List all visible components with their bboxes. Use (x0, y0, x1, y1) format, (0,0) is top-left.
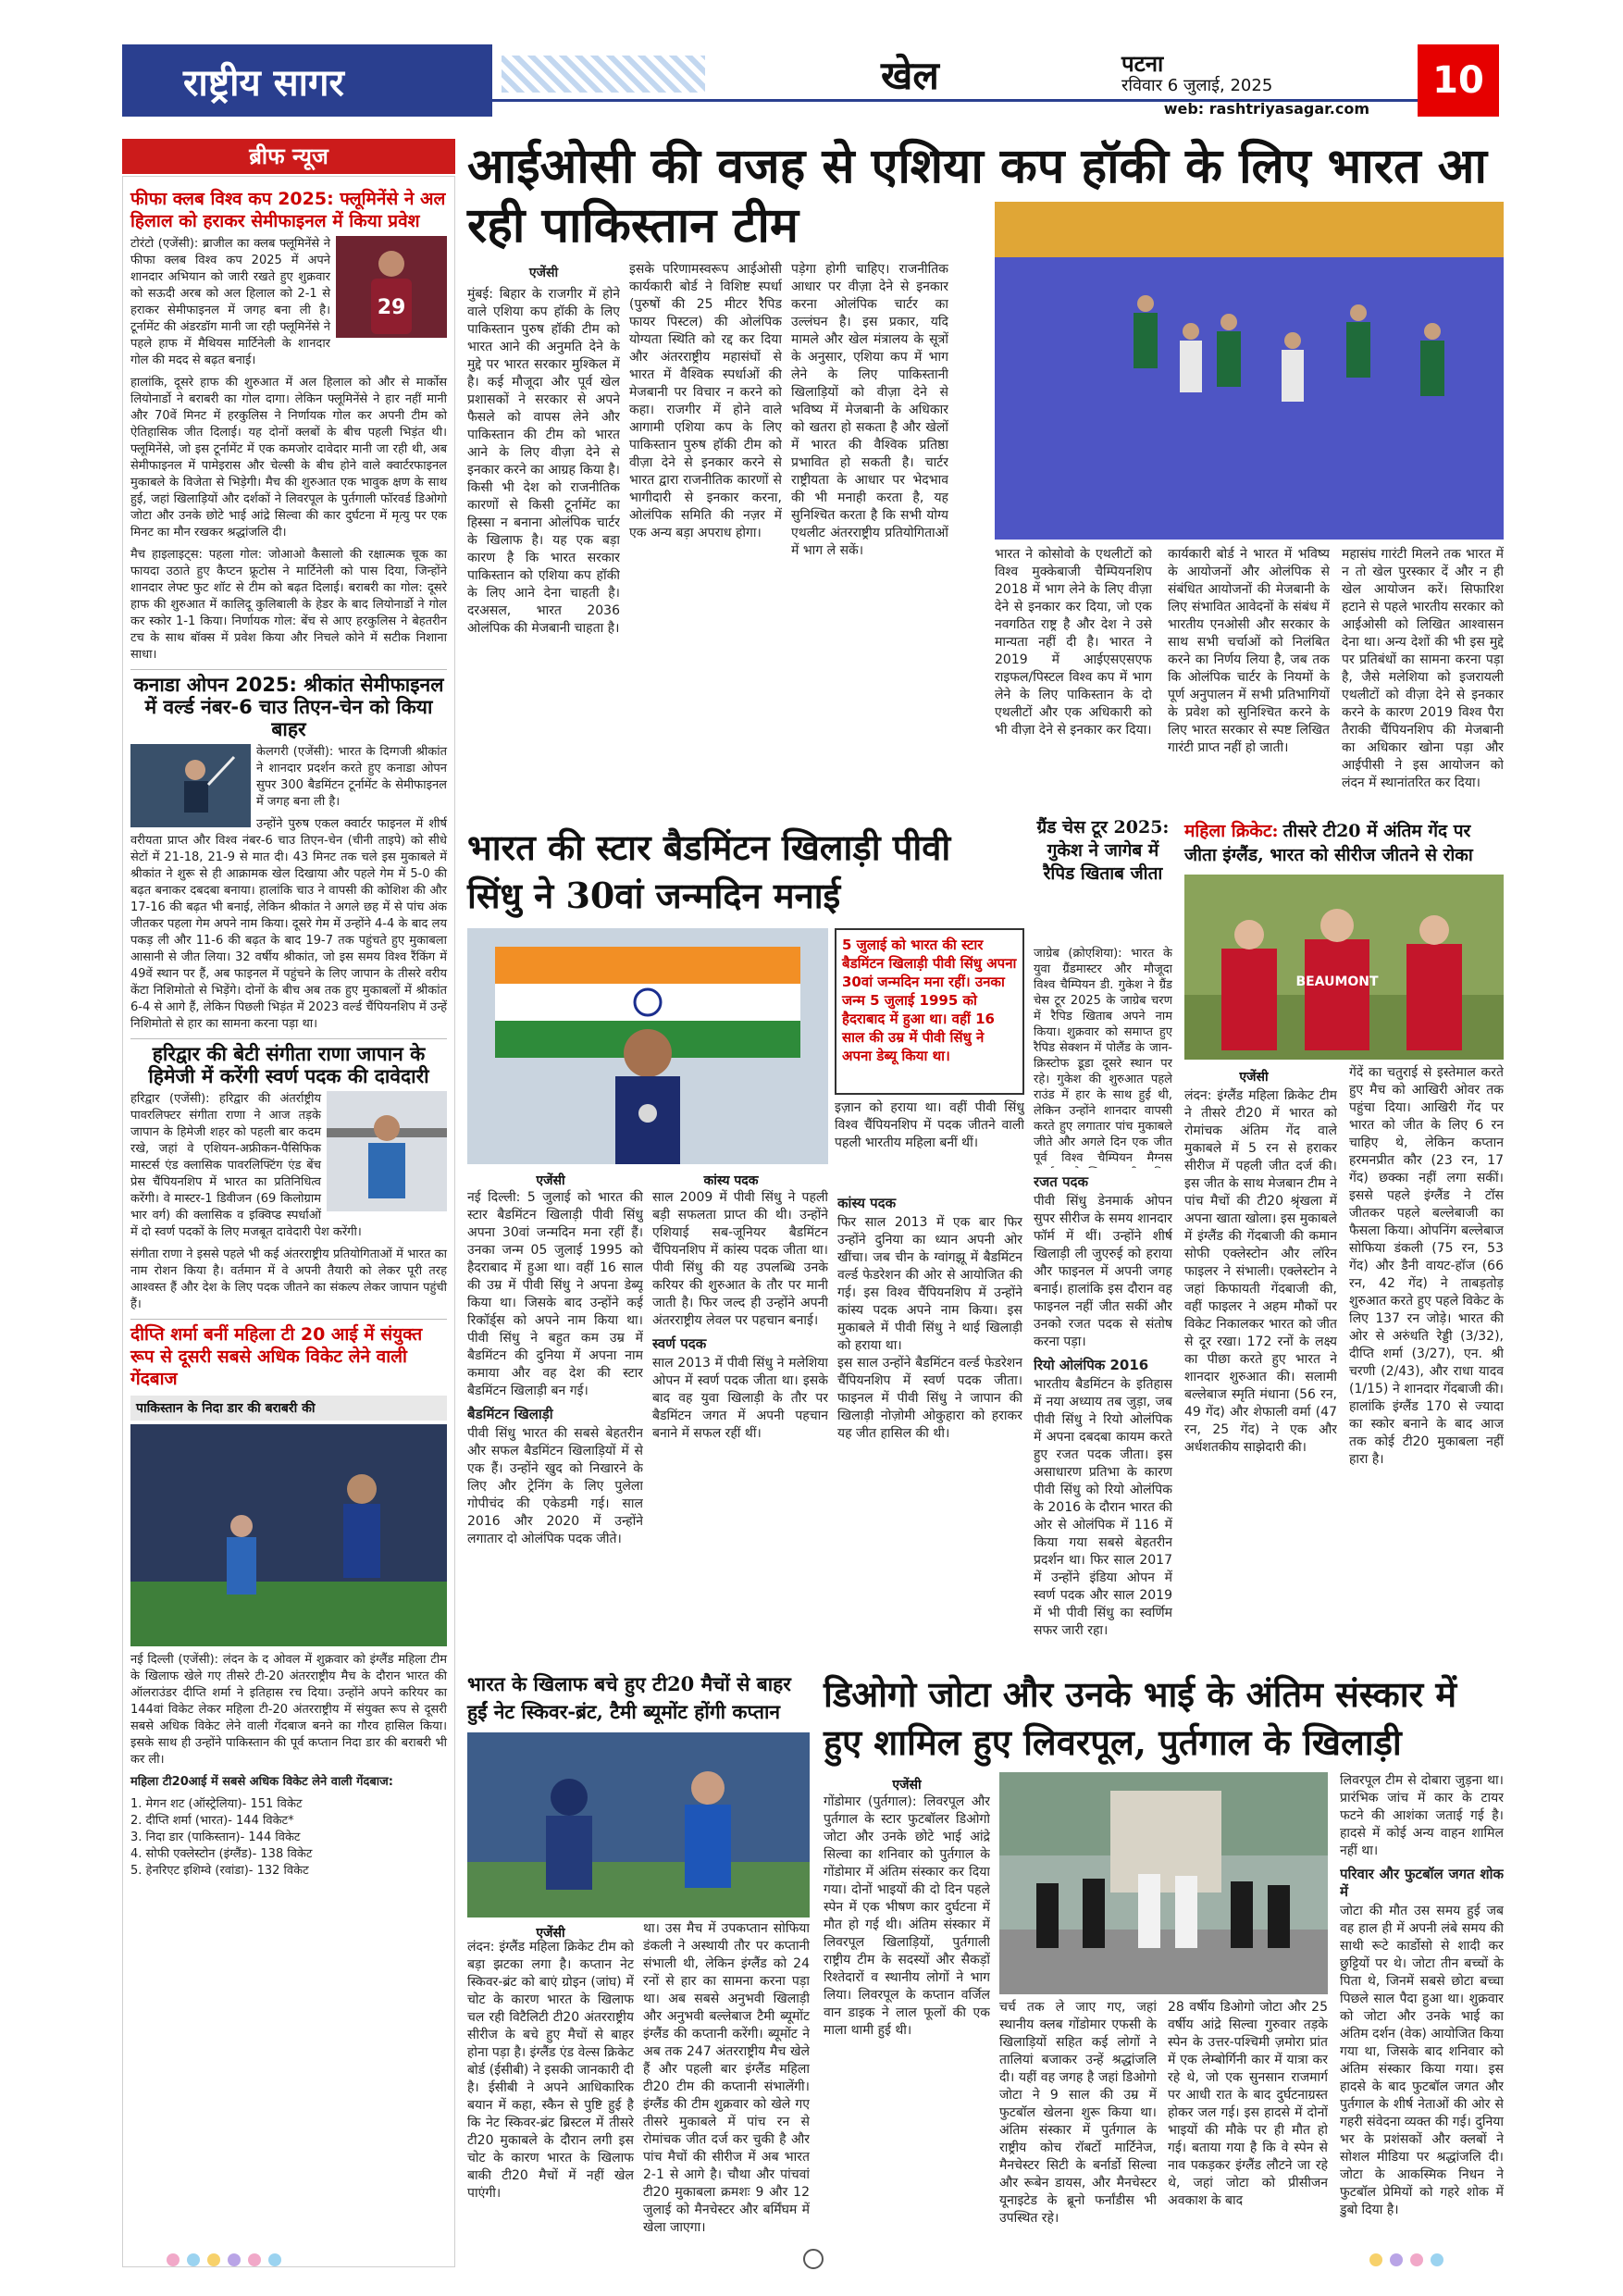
section-banner (492, 44, 1418, 102)
womens-cricket-col2: गेंदें का चतुराई से इस्तेमाल करते हुए मैच को आखिरी ओवर तक पहुंचा दिया। आखिरी गेंद पर भारत को जीत के लिए 6 रन चाहिए थे, लेकिन कप्तान हरमनप्रीत कौर (23 रन, 17 गेंद) छक्का नहीं लगा सकीं। इससे पहले इंग्लैंड ने टॉस जीतकर पहले बल्लेबाजी का फैसला किया। ओपनिंग बल्लेबाज सोफिया डंकली (75 रन, 53 गेंद) और डैनी वायट-हॉज (66 रन, 42 गेंद) ने ताबड़तोड़ शुरुआत करते हुए पहले विकेट के लिए 137 रन जोड़े। भारत की ओर से अरुंधति रेड्डी (3/32), दीप्ति शर्मा (3/27), एन. श्री चरणी (2/43), और राधा यादव (1/15) ने शानदार गेंदबाजी की। हालांकि इंग्लैंड 170 से ज्यादा का स्कोर बनाने के बाद आज तक कोई टी20 मुकाबला नहीं हारा है। (1349, 1065, 1504, 1467)
england-celebration-photo (1184, 875, 1504, 1060)
nat-sciver-brunt-photo (467, 1732, 810, 1917)
registration-mark-icon (803, 2249, 824, 2269)
wicket-list (130, 1796, 447, 1880)
womens-cricket-headline-text: तीसरे टी20 में अंतिम गेंद पर जीता इंग्लैंड, भारत को सीरीज जीतने से रोका (1184, 821, 1473, 865)
decorative-dot-icon (1369, 2253, 1382, 2266)
wicket-list-title: महिला टी20आई में सबसे अधिक विकेट लेने वाली गेंदबाज: (130, 1775, 393, 1789)
srikanth-photo (130, 744, 251, 827)
brief-story4-band: पाकिस्तान के निदा डार की बराबरी की (130, 1396, 447, 1421)
brief-story3-body2: संगीता राणा ने इससे पहले भी कई अंतरराष्ट्रीय प्रतियोगिताओं में भारत का नाम रोशन किया है। वर्तमान में वे अपनी तैयारी को लेकर पूरी तरह आश्वस्त हैं और देश के लिए पदक जीतने का संकल्प लेकर जापान पहुंची हैं। (130, 1247, 447, 1311)
brief-story1-headline: फीफा क्लब विश्व कप 2025: फ्लूमिनेंसे ने अल हिलाल को हराकर सेमीफाइनल में किया प्रवेश (130, 189, 446, 231)
page-number: 10 (1418, 44, 1499, 117)
decorative-dot-icon (167, 2253, 180, 2266)
womens-cricket-headline-label: महिला क्रिकेट: (1184, 821, 1279, 841)
decorative-dot-icon (228, 2253, 241, 2266)
wicket-list-item: 1. मेगन शट (ऑस्ट्रेलिया)- 151 विकेट (130, 1797, 303, 1811)
brief-story3-headline: हरिद्वार की बेटी संगीता राणा जापान के हिमेजी में करेंगी स्वर्ण पदक की दावेदारी (130, 1038, 447, 1087)
brief-story1-body2: हालांकि, दूसरे हाफ की शुरुआत में अल हिलाल को और से मार्कोस लियोनार्डो ने बराबरी का गोल दागा। लेकिन फ्लूमिनेंसे ने हार नहीं मानी और 70वें मिनट में हरकुलिस ने निर्णायक गोल कर अपनी टीम को ऐतिहासिक जीत दिलाई। यह दोनों क्लबों के बीच पहली भिड़ंत थी। फ्लूमिनेंसे, जो इस टूर्नामेंट में एक कमजोर दावेदार मानी जा रही थी, अब सेमीफाइनल में पामेइरास और चेल्सी के बीच होने वाले क्वार्टरफाइनल मुकाबले के विजेता से भिड़ेगी। मैच की शुरुआत एक भावुक क्षण के साथ हुई, जहां खिलाड़ियों और दर्शकों ने लिवरपूल के पुर्तगाली फॉरवर्ड डिओगो जोटा और उनके छोटे भाई आंद्रे सिल्वा की कार दुर्घटना में मृत्यु पर एक मिनट का मौन रखकर श्रद्धांजलि दी। (130, 376, 447, 540)
sindhu-highlight-text: 5 जुलाई को भारत की स्टार बैडमिंटन खिलाड़ी पीवी सिंधु अपना 30वां जन्मदिन मना रहीं। उनका जन्म 5 जुलाई 1995 को हैदराबाद में हुआ था। वहीं 16 साल की उम्र में पीवी सिंधु ने अपना डेब्यू किया था। (842, 937, 1017, 1064)
sindhu-rajat-text: पीवी सिंधु डेनमार्क ओपन सुपर सीरीज के समय शानदार फॉर्म में थीं। उन्होंने शीर्ष खिलाड़ी ली जुएरुई को हराया और फाइनल में अपनी जगह बनाई। हालांकि इस दौरान वह फाइनल नहीं जीत सकीं और उनको रजत पदक से संतोष करना पड़ा। (1034, 1194, 1172, 1349)
sindhu-rio-subhead: रियो ओलंपिक 2016 (1034, 1357, 1149, 1373)
fluminense-player-photo (336, 236, 447, 338)
lead-col5: कार्यकारी बोर्ड ने भारत में भविष्य के आयोजनों और ओलंपिक से संबंधित आयोजनों की मेजबानी के लिए संभावित आवेदनों के संबंध में भारतीय एनओसी और सरकार के साथ सभी चर्चाओं को निलंबित करने का निर्णय लिया है, जब तक कि ओलंपिक चार्टर के नियमों के पूर्ण अनुपालन में सभी प्रतिभागियों के प्रवेश को सुनिश्चित करने के लिए भारत सरकार से स्पष्ट लिखित गारंटी प्राप्त नहीं हो जाती। (1168, 547, 1330, 755)
lead-col1-text: मुंबई: बिहार के राजगीर में होने वाले एशिया कप हॉकी के लिए पाकिस्तान पुरुष हॉकी टीम को भारत आने की अनुमति देने के मुद्दे पर भारत सरकार मुश्किल में है। कई मौजूदा और पूर्व खेल प्रशासकों ने सरकार से अपने फैसले को वापस लेने और पाकिस्तान की टीम को भारत आने के लिए वीज़ा देने से इनकार करने का आग्रह किया है। किसी भी देश को राजनीतिक कारणों से किसी टूर्नामेंट का हिस्सा न बनाना ओलंपिक चार्टर के खिलाफ है। यह एक बड़ा कारण है कि भारत सरकार पाकिस्तान को एशिया कप हॉकी के लिए आने देना चाहती है। दरअसल, भारत 2036 ओलंपिक की मेजबानी चाहता है। (467, 287, 620, 636)
decorative-dot-icon (268, 2253, 281, 2266)
website-link[interactable]: web: rashtriyasagar.com (1163, 100, 1369, 118)
city-label: पटना (1121, 51, 1164, 77)
lead-agency: एजेंसी (528, 266, 559, 280)
sindhu-swarn-subhead: स्वर्ण पदक (652, 1335, 707, 1352)
jota-col4-text: लिवरपूल टीम से दोबारा जुड़ना था। प्रारंभिक जांच में कार के टायर फटने की आशंका जताई गई है। हादसे में कोई अन्य वाहन शामिल नहीं था। (1340, 1773, 1504, 1858)
wicket-list-item: 4. सोफी एक्लेस्टोन (इंग्लैंड)- 138 विकेट (130, 1847, 313, 1861)
brief-news-label: ब्रीफ न्यूज (122, 139, 455, 174)
sindhu-col-a2-text: पीवी सिंधु भारत की सबसे बेहतरीन और सफल बैडमिंटन खिलाड़ियों में से एक हैं। उन्होंने खुद को निखारने के लिए और ट्रेनिंग के लिए पुलेला गोपीचंद की एकेडमी गई। साल 2016 और 2020 में उन्होंने लगातार दो ओलंपिक पदक जीते। (467, 1426, 643, 1546)
lead-headline: आईओसी की वजह से एशिया कप हॉकी के लिए भारत आ रही पाकिस्तान टीम (467, 138, 1487, 254)
sindhu-rajat-subhead: रजत पदक (1034, 1173, 1089, 1190)
lead-col3: पड़ेगा होगी चाहिए। राजनीतिक आधार पर वीज़ा देने से इनकार करना ओलंपिक चार्टर का उल्लंघन है। इस प्रकार, यदि मामले और खेल मंत्रालय के सूत्रों के अनुसार, एशिया कप में भाग लेने के लिए पाकिस्तानी खिलाड़ियों को वीज़ा देने से भविष्य में मेजबानी के अधिकार को खतरा हो सकता है और खेलों में भारत की वैश्विक प्रतिष्ठा प्रभावित हो सकती है। चार्टर राष्ट्रीयता के आधार पर भेदभाव की भी मनाही करता है, यह सुनिश्चित करता है कि सभी योग्य एथलीट अंतरराष्ट्रीय प्रतियोगिताओं में भाग ले सकें। (791, 262, 948, 558)
lead-col2: इसके परिणामस्वरूप आईओसी कार्यकारी बोर्ड ने विशिष्ट स्पर्धा (पुरुषों की 25 मीटर रैपिड फायर पिस्टल) की ओलंपिक योग्यता स्थिति को रद्द कर दिया और अंतरराष्ट्रीय महासंघों से भारत में वैश्विक स्पर्धाओं की मेजबानी पर विचार न करने को कहा। राजगीर में होने वाले आगामी एशिया कप के लिए पाकिस्तान पुरुष हॉकी टीम को वीज़ा देने से इनकार करने से भारत द्वारा राजनीतिक कारणों से भागीदारी से इनकार करना, ओलंपिक समिति की नज़र में एक अन्य बड़ा अपराध होगा। (629, 262, 782, 540)
section-title: खेल (881, 53, 939, 98)
sindhu-col-b (652, 1189, 828, 1661)
deepti-sharma-photo (130, 1424, 447, 1646)
womens-cricket-col1: लंदन: इंग्लैंड महिला क्रिकेट टीम ने तीसरे टी20 में भारत को रोमांचक अंतिम गेंद वाले मुकाबले में 5 रन से हराकर सीरीज में पहली जीत दर्ज की। इस जीत के साथ मेजबान टीम ने पांच मैचों की टी20 श्रृंखला में अपना खाता खोला। इस मुकाबले में इंग्लैंड की गेंदबाजी की कमान सोफी एक्लेस्टोन और लॉरेन फाइलर ने संभाली। एक्लेस्टोन ने जहां किफायती गेंदबाजी की, वहीं फाइलर ने अहम मौकों पर विकेट निकालकर भारत को जीत से दूर रखा। 172 रनों के लक्ष्य का पीछा करते हुए भारत ने शानदार शुरुआत की। सलामी बल्लेबाज स्मृति मंधाना (56 रन, 49 गेंद) और शेफाली वर्मा (47 रन, 25 गेंद) ने एक और अर्धशतकीय साझेदारी की। (1184, 1088, 1337, 1455)
beaumont-jersey-text: BEAUMONT (1295, 974, 1379, 989)
jota-col1: गोंडोमार (पुर्तगाल): लिवरपूल और पुर्तगाल के स्टार फुटबॉलर डिओगो जोटा और उनके छोटे भाई आंद्रे सिल्वा का शनिवार को पुर्तगाल के गोंडोमार में अंतिम संस्कार कर दिया गया। दोनों भाइयों की दो दिन पहले स्पेन में एक भीषण कार दुर्घटना में मौत हो गई थी। अंतिम संस्कार में लिवरपूल खिलाड़ियों, पुर्तगाली राष्ट्रीय टीम के सदस्यों और सैकड़ों रिश्तेदारों व स्थानीय लोगों ने भाग लिया। लिवरपूल के कप्तान वर्जिल वान डाइक ने लाल फूलों की एक माला थामी हुई थी। (824, 1794, 990, 2038)
paper-name: राष्ट्रीय सागर (183, 61, 344, 105)
womens-cricket-headline (1184, 819, 1504, 867)
decorative-dot-icon (1390, 2253, 1403, 2266)
sindhu-col-b3-text: फिर साल 2013 में एक बार फिर उन्होंने दुनिया का ध्यान अपनी ओर खींचा। जब चीन के ग्वांगझू में बैडमिंटन वर्ल्ड फेडरेशन की ओर से आयोजित की गई। इस विश्व चैंपियनशिप में उन्होंने कांस्य पदक अपने नाम किया। इस मुकाबले में पीवी सिंधु ने थाई खिलाड़ी को हराया था। (837, 1215, 1022, 1353)
sindhu-col-a (467, 1189, 643, 1661)
decorative-dot-icon (187, 2253, 200, 2266)
funeral-procession-photo (999, 1772, 1328, 1994)
decorative-pattern-icon (502, 56, 705, 93)
sindhu-photo (467, 928, 828, 1164)
jota-subhead: परिवार और फुटबॉल जगत शोक में (1340, 1866, 1504, 1900)
sindhu-rio-text: भारतीय बैडमिंटन के इतिहास में नया अध्याय तब जुड़ा, जब पीवी सिंधु ने रियो ओलंपिक में अपना दबदबा कायम करते हुए रजत पदक जीता। इस असाधारण प्रतिभा के कारण पीवी सिंधु को रियो ओलंपिक के 2016 के दौरान भारत की ओर से ओलंपिक में 116 में किया गया सबसे बेहतरीन प्रदर्शन था। फिर साल 2017 में उन्होंने इंडिया ओपन में स्वर्ण पदक और साल 2019 में भी पीवी सिंधु का स्वर्णिम सफर जारी रहा। (1034, 1377, 1172, 1638)
sindhu-col-d (1034, 1168, 1172, 1663)
chess-headline: ग्रैंड चेस टूर 2025: गुकेश ने जागेब में रैपिड खिताब जीता (1036, 817, 1170, 884)
sindhu-agency: एजेंसी (536, 1173, 565, 1188)
decorative-dot-icon (1431, 2253, 1443, 2266)
england-t20-col2: था। उस मैच में उपकप्तान सोफिया डंकली ने अस्थायी तौर पर कप्तानी संभाली थी, लेकिन इंग्लैंड को 24 रनों से हार का सामना करना पड़ा था। अब सबसे अनुभवी खिलाड़ी और अनुभवी बल्लेबाज टैमी ब्यूमोंट इंग्लैंड की कप्तानी करेंगी। ब्यूमोंट ने अब तक 247 अंतरराष्ट्रीय मैच खेले हैं और पहली बार इंग्लैंड महिला टी20 टीम की कप्तानी संभालेंगी। इंग्लैंड की टीम शुक्रवार को खेले गए तीसरे मुकाबले में पांच रन से रोमांचक जीत दर्ज कर चुकी है और पांच मैचों की सीरीज में अब भारत 2-1 से आगे है। चौथा और पांचवां टी20 मुकाबला क्रमशः 9 और 12 जुलाई को मैनचेस्टर और बर्मिंघम में खेला जाएगा। (643, 1921, 810, 2235)
brief-story1-body3: मैच हाइलाइट्स: पहला गोल: जोआओ कैसालो की रक्षात्मक चूक का फायदा उठाते हुए कैप्टन फ्रूटोस ने मार्टिनेली को पास दिया, जिन्होंने शानदार लेफ्ट फुट शॉट से टीम को बढ़त दिलाई। बराबरी का गोल: दूसरे हाफ की शुरुआत में कालिदू कुलिबाली के हेडर के बाद लियोनार्डो ने गोल कर स्कोर 1-1 किया। निर्णायक गोल: बेंच से आए हरकुलिस ने बेहतरीन टच के साथ बॉक्स में प्रवेश किया और निचले कोने में सटीक निशाना साधा। (130, 548, 447, 662)
lead-col6: महासंघ गारंटी मिलने तक भारत में न तो खेल पुरस्कार दें और न ही खेल आयोजन करें। सिफारिश हटाने से पहले भारतीय सरकार को आईओसी को लिखित आश्वासन देना था। अन्य देशों की भी इस मुद्दे पर प्रतिबंधों का सामना करना पड़ा है, जैसे मलेशिया को इजरायली एथलीटों को वीज़ा देने से इनकार करने के कारण 2019 विश्व पैरा तैराकी चैंपियनशिप की मेजबानी का अधिकार खोना पड़ा और आईपीसी ने इस आयोजन को लंदन में स्थानांतरित कर दिया। (1342, 547, 1504, 790)
decorative-dot-icon (1410, 2253, 1423, 2266)
jota-col4 (1340, 1772, 1504, 2244)
sindhu-kansya-caption: कांस्य पदक (703, 1173, 759, 1188)
england-t20-col1: लंदन: इंग्लैंड महिला क्रिकेट टीम को बड़ा झटका लगा है। कप्तान नेट स्किवर-ब्रंट को बाएं ग्रोइन (जांघ) में चोट के कारण भारत के खिलाफ चल रही विटैलिटी टी20 अंतरराष्ट्रीय सीरीज के बचे हुए मैचों से बाहर होना पड़ा है। इंग्लैंड एंड वेल्स क्रिकेट बोर्ड (ईसीबी) ने इसकी जानकारी दी है। ईसीबी ने अपने आधिकारिक बयान में कहा, स्कैन से पुष्टि हुई है कि नेट स्किवर-ब्रंट ब्रिस्टल में तीसरे टी20 मुकाबले के दौरान लगी इस चोट के कारण भारत के खिलाफ बाकी टी20 मैचों में नहीं खेल पाएंगी। (467, 1940, 634, 2201)
lead-col1 (467, 261, 620, 807)
sindhu-col-c (837, 1189, 1022, 1661)
brief-news-column (122, 176, 455, 2267)
brief-story1-body1: टोरंटो (एजेंसी): ब्राजील का क्लब फ्लूमिनेंसे ने फीफा क्लब विश्व कप 2025 में अपने शानदार अभियान को जारी रखते हुए शुक्रवार को सऊदी अरब को अल हिलाल को 2-1 से हराकर सेमीफाइनल में जगह बना ली है। टूर्नामेंट की अंडरडॉग मानी जा रही फ्लूमिनेंसे ने पहले हाफ में मैथियस मार्टिनेली के शानदार गोल की मदद से बढ़त बनाई। (130, 237, 330, 367)
brief-story2-headline: कनाडा ओपन 2025: श्रीकांत सेमीफाइनल में वर्ल्ड नंबर-6 चाउ तिएन-चेन को किया बाहर (130, 669, 447, 740)
brief-story3-body1: हरिद्वार (एजेंसी): हरिद्वार की अंतर्राष्ट्रीय पावरलिफ्टर संगीता राणा ने आज तड़के जापान के हिमेजी शहर को पहली बार कदम रखे, जहां वे एशियन-अफ्रीकन-पैसिफिक मास्टर्स एंड क्लासिक पावरलिफ्टिंग एंड बेंच प्रेस चैंपियनशिप में भारत का प्रतिनिधित्व करेंगी। वे मास्टर-1 डिवीजन (69 किलोग्राम भार वर्ग) की क्लासिक व इक्विप्ड स्पर्धाओं में दो स्वर्ण पदकों के लिए मजबूत दावेदारी पेश करेंगी। (130, 1092, 362, 1239)
jota-col2: चर्च तक ले जाए गए, जहां स्थानीय क्लब गोंडोमार एफसी के खिलाड़ियों सहित कई लोगों ने तालियां बजाकर उन्हें श्रद्धांजलि दी। यहीं वह जगह है जहां डिओगो जोटा ने 9 साल की उम्र में फुटबॉल खेलना शुरू किया था। अंतिम संस्कार में पुर्तगाल के राष्ट्रीय कोच रॉबर्टो मार्टिनेज, मैनचेस्टर सिटी के बर्नार्डो सिल्वा और रूबेन डायस, और मैनचेस्टर यूनाइटेड के ब्रूनो फर्नांडीस भी उपस्थित रहे। (999, 2000, 1157, 2226)
brief-story4-headline: दीप्ति शर्मा बनीं महिला टी 20 आई में संयुक्त रूप से दूसरी सबसे अधिक विकेट लेने वाली गेंदबाज (130, 1319, 447, 1390)
sindhu-col-b-text: साल 2009 में पीवी सिंधु ने पहली बड़ी सफलता प्राप्त की थी। उन्होंने एशियाई सब-जूनियर बैडमिंटन चैंपियनशिप में कांस्य पदक जीता था। पीवी सिंधु की यह उपलब्धि उनके करियर की शुरुआत के तौर पर मानी जाती है। फिर जल्द ही उन्होंने अपनी अंतरराष्ट्रीय लेवल पर पहचान बनाई। (652, 1190, 828, 1328)
wicket-list-item: 5. हेनरिएट इशिम्वे (रवांडा)- 132 विकेट (130, 1864, 309, 1878)
brief-story4-body1: नई दिल्ली (एजेंसी): लंदन के द ओवल में शुक्रवार को इंग्लैंड महिला टीम के खिलाफ खेले गए तीसरे टी-20 अंतरराष्ट्रीय मैच के दौरान भारत की ऑलराउंडर दीप्ति शर्मा ने इतिहास रच दिया। उन्होंने अपने करियर का 144वां विकेट लेकर महिला टी-20 अंतरराष्ट्रीय में संयुक्त रूप से दूसरी सबसे अधिक विकेट लेने वाली गेंदबाज बनने का गौरव हासिल किया। इसके साथ ही उन्होंने पाकिस्तान की पूर्व कप्तान निदा डार की बराबरी भी कर ली। (130, 1653, 447, 1767)
wicket-list-item: 2. दीप्ति शर्मा (भारत)- 144 विकेट* (130, 1814, 294, 1828)
jota-agency: एजेंसी (892, 1778, 922, 1793)
hockey-match-photo (995, 202, 1504, 540)
chess-headline-box (1034, 816, 1172, 946)
sangeeta-rana-photo (327, 1091, 447, 1211)
sindhu-headline: भारत की स्टार बैडमिंटन खिलाड़ी पीवी सिंधु ने 30वां जन्मदिन मनाई (467, 826, 951, 916)
sindhu-col-a-text: नई दिल्ली: 5 जुलाई को भारत की स्टार बैडमिंटन खिलाड़ी पीवी सिंधु अपना 30वां जन्मदिन मना रहीं हैं। उनका जन्म 05 जुलाई 1995 को हैदराबाद में हुआ था। वहीं 16 साल की उम्र में पीवी सिंधु ने अपना डेब्यू किया था। जिसके बाद उन्होंने कई रिकॉर्ड्स को अपने नाम किया था। पीवी सिंधु ने बहुत कम उम्र में बैडमिंटन की दुनिया में अपना नाम कमाया और वह देश की स्टार बैडमिंटन खिलाड़ी बन गई। (467, 1190, 643, 1398)
england-t20-agency: एजेंसी (536, 1926, 565, 1941)
decorative-dot-icon (207, 2253, 220, 2266)
jota-col3: 28 वर्षीय डिओगो जोटा और 25 वर्षीय आंद्रे सिल्वा गुरुवार तड़के स्पेन के उत्तर-पश्चिमी ज़मोरा प्रांत में एक लेम्बोर्गिनी कार में यात्रा कर रहे थे, जो एक सुनसान राजमार्ग पर आधी रात के बाद दुर्घटनाग्रस्त होकर जल गई। इस हादसे में दोनों भाइयों की मौके पर ही मौत हो गई। बताया गया है कि वे स्पेन से नाव पकड़कर इंग्लैंड लौटने जा रहे थे, जहां जोटा को प्रीसीजन अवकाश के बाद (1168, 2000, 1328, 2208)
decorative-dot-icon (248, 2253, 261, 2266)
jota-col4b-text: जोटा की मौत उस समय हुई जब वह हाल ही में अपनी लंबे समय की साथी रूटे कार्डोसो से शादी कर छुट्टियों पर थे। जोटा तीन बच्चों के पिता थे, जिनमें सबसे छोटा बच्चा पिछले साल पैदा हुआ था। शुक्रवार को जोटा और उनके भाई का अंतिम दर्शन (वेक) आयोजित किया गया था, जिसके बाद शनिवार को अंतिम संस्कार किया गया। इस हादसे के बाद फुटबॉल जगत और पुर्तगाल के शीर्ष नेताओं की ओर से गहरी संवेदना व्यक्त की गई। दुनिया भर के प्रशंसकों और क्लबों ने सोशल मीडिया पर श्रद्धांजलि दी। जोटा के आकस्मिक निधन ने फुटबॉल प्रेमियों को गहरे शोक में डुबो दिया है। (1340, 1904, 1504, 2217)
player-shirt-number: 29 (377, 296, 406, 319)
sindhu-badminton-subhead: बैडमिंटन खिलाड़ी (467, 1406, 553, 1422)
sindhu-col-b2-text: साल 2013 में पीवी सिंधु ने मलेशिया ओपन में स्वर्ण पदक जीता था। इसके बाद वह युवा खिलाड़ी के तौर पर बैडमिंटन जगत में अपनी पहचान बनाने में सफल रहीं थीं। (652, 1356, 828, 1441)
lead-col4: भारत ने कोसोवो के एथलीटों को विश्व मुक्केबाजी चैम्पियनशिप 2018 में भाग लेने के लिए वीज़ा देने से इनकार कर दिया, जो एक नवगठित राष्ट्र है और देश ने उसे मान्यता नहीं दी है। भारत ने 2019 में आईएसएसएफ राइफल/पिस्टल विश्व कप में भाग लेने के लिए पाकिस्तान के दो एथलीटों और एक अधिकारी को भी वीज़ा देने से इनकार कर दिया। (995, 547, 1152, 738)
jota-headline: डिओगो जोटा और उनके भाई के अंतिम संस्कार में हुए शामिल हुए लिवरपूल, पुर्तगाल के खिलाड़ी (824, 1673, 1457, 1763)
brief-story2-body1: केलगरी (एजेंसी): भारत के दिग्गजी श्रीकांत ने शानदार प्रदर्शन करते हुए कनाडा ओपन सुपर 300 बैडमिंटन टूर्नामेंट के सेमीफाइनल में जगह बना ली है। (256, 745, 447, 809)
wicket-list-item: 3. निदा डार (पाकिस्तान)- 144 विकेट (130, 1831, 301, 1844)
chess-body: जाग्रेब (क्रोएशिया): भारत के युवा ग्रैंडमास्टर और मौजूदा विश्व चैम्पियन डी. गुकेश ने ग्रैंड चेस टूर 2025 के जाग्रेब चरण में रैपिड खिताब अपने नाम किया। शुक्रवार को समाप्त हुए रैपिड सेक्शन में पोलैंड के जान-क्रिस्टोफ डूडा दूसरे स्थान पर रहे। गुकेश की शुरुआत पहले राउंड में हार के साथ हुई थी, लेकिन उन्होंने शानदार वापसी करते हुए लगातार पांच मुकाबले जीते और अगले दिन एक जीत पूर्व विश्व चैम्पियन मैग्नस (1034, 947, 1172, 1165)
womens-cricket-agency: एजेंसी (1239, 1070, 1269, 1085)
paper-name-block (122, 44, 492, 117)
england-t20-headline: भारत के खिलाफ बचे हुए टी20 मैचों से बाहर हुईं नेट स्किवर-ब्रंट, टैमी ब्यूमोंट होंगी कप्तान (467, 1672, 791, 1723)
brief-story2-body2: उन्होंने पुरुष एकल क्वार्टर फाइनल में शीर्ष वरीयता प्राप्त और विश्व नंबर-6 चाउ तिएन-चेन (चीनी ताइपे) को सीधे सेटों में 21-18, 21-9 से मात दी। 43 मिनट तक चले इस मुकाबले में श्रीकांत ने शुरू से ही आक्रामक खेल दिखाया और पहले गेम में 5-0 की बढ़त बनाकर दबदबा बनाया। हालांकि चाउ ने वापसी की कोशिश की और 17-16 की बढ़त भी बनाई, लेकिन श्रीकांत ने अगले छह में से पांच अंक जीतकर पहला गेम अपने नाम किया। दूसरे गेम में उन्होंने 4-4 के बाद लय पकड़ ली और 11-6 की बढ़त के बाद 19-7 तक पहुंचते हुए मुकाबला आसानी से जीत लिया। 32 वर्षीय श्रीकांत, जो इस समय विश्व रैंकिंग में 49वें स्थान पर हैं, अब फाइनल में पहुंचने के लिए जापान के तीसरे वरीय केंटा निशिमोतो से भिड़ेंगे। दोनों के बीच अब तक हुए मुकाबलों में श्रीकांत 6-4 से आगे हैं, लेकिन पिछली भिड़ंत में 2023 वर्ल्ड चैंपियनशिप में उन्हें निशिमोतो से हार का सामना करना पड़ा था। (130, 817, 447, 1031)
sindhu-kansya2-subhead: कांस्य पदक (837, 1195, 897, 1211)
sindhu-side-text: इज़ान को हराया था। वहीं पीवी सिंधु विश्व चैंपियनशिप में पदक जीतने वाली पहली भारतीय महिला बनीं थीं। (835, 1100, 1024, 1150)
issue-date: रविवार 6 जुलाई, 2025 (1121, 76, 1273, 95)
sindhu-col-c2-text: इस साल उन्होंने बैडमिंटन वर्ल्ड फेडरेशन चैंपियनशिप में स्वर्ण पदक जीता। फाइनल में पीवी सिंधु ने जापान की खिलाड़ी नोज़ोमी ओकुहारा को हराकर यह जीत हासिल की थी। (837, 1356, 1022, 1441)
sindhu-highlight-box (835, 928, 1024, 1095)
